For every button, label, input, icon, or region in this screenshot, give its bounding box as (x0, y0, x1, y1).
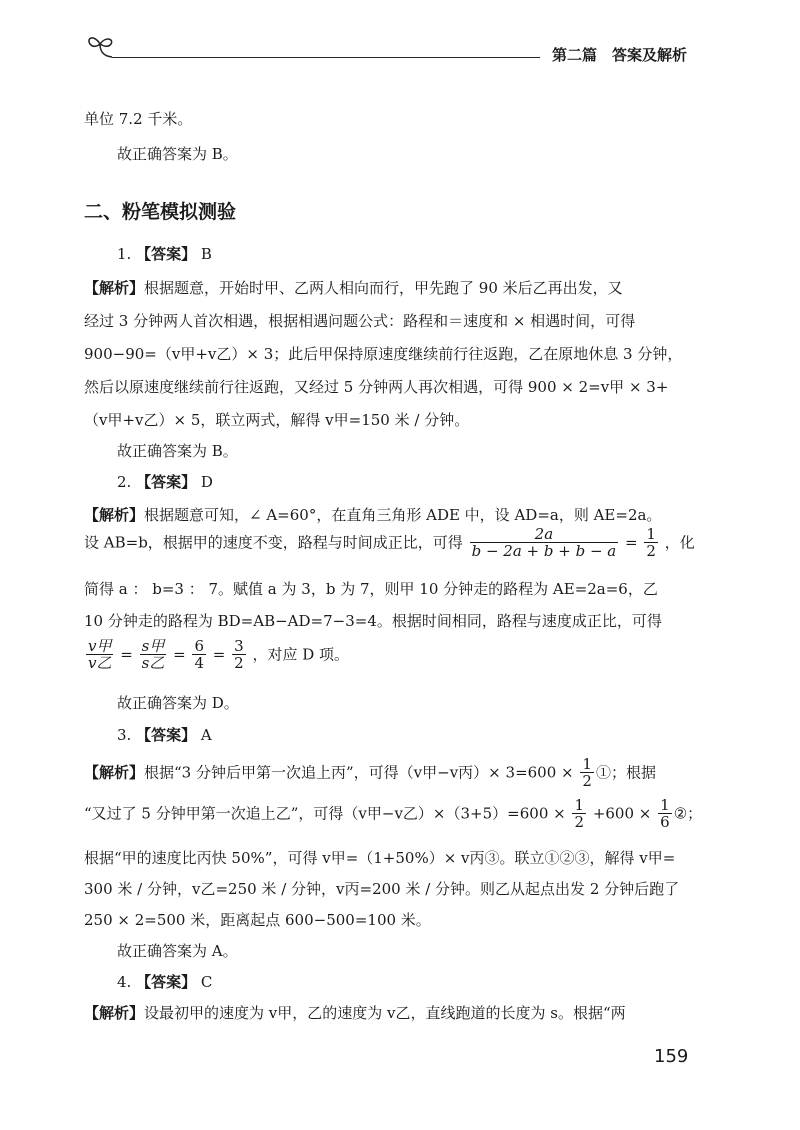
fraction: $\frac{6}{4}$ (194, 637, 205, 672)
text-line: 故正确答案为 B。 (117, 442, 238, 460)
analysis-line: 【解析】根据题意，开始时甲、乙两人相向而行，甲先跑了 90 米后乙再出发，又 (84, 279, 623, 297)
fraction-line: v甲 v乙 = s甲 s乙 = $\frac{6}{4}$ = $\frac{3}{2}$ ，对应 D 项。 (88, 637, 350, 672)
text-line: 简得 a ： b=3 ： 7。赋值 a 为 3，b 为 7，则甲 10 分钟走的路程为 AE=2a=6，乙 (84, 580, 658, 598)
fraction: s甲 s乙 (141, 637, 165, 672)
fraction: $\frac{2a}{b - 2a + b + b - a}$ (471, 525, 617, 560)
text-line: 然后以原速度继续前行往返跑，又经过 5 分钟两人再次相遇，可得 900 × 2=v甲 × 3+ (84, 378, 669, 396)
answer-line-1: 1. 【答案】 B (117, 245, 212, 263)
fraction: $\frac{1}{2}$ (582, 755, 592, 790)
fraction: $\frac{3}{2}$ (234, 637, 244, 672)
header-section-title: 第二篇 答案及解析 (552, 46, 688, 64)
analysis-line: 【解析】设最初甲的速度为 v甲，乙的速度为 v乙，直线跑道的长度为 s。根据“两 (84, 1004, 626, 1022)
fraction-line: 设 AB=b，根据甲的速度不变，路程与时间成正比，可得 $\frac{2a}{b - 2a + b + b - a}$ = $\frac{1}{2}$ ，化 (84, 525, 695, 560)
answer-line-2: 2. 【答案】 D (117, 473, 213, 491)
text-line: 250 × 2=500 米，距离起点 600−500=100 米。 (84, 911, 431, 929)
analysis-line: 【解析】根据“3 分钟后甲第一次追上丙”，可得（v甲−v丙）× 3=600 × $\frac{1}{2}$ ①；根据 (84, 755, 656, 790)
answer-line-4: 4. 【答案】 C (117, 973, 213, 991)
fraction-line: “又过了 5 分钟甲第一次追上乙”，可得（v甲−v乙）×（3+5）=600 × $\frac{1}{2}$ +600 × $\frac{1}{6}$ ②； (84, 796, 703, 831)
answer-line-3: 3. 【答案】 A (117, 726, 212, 744)
text-line: 故正确答案为 A。 (117, 942, 238, 960)
fraction: $\frac{1}{6}$ (660, 796, 670, 831)
text-line: 900−90=（v甲+v乙）× 3；此后甲保持原速度继续前行往返跑，乙在原地休息 3 分钟， (84, 345, 683, 363)
page-number: 159 (654, 1046, 689, 1067)
text-line: 300 米 / 分钟，v乙=250 米 / 分钟，v丙=200 米 / 分钟。则乙从起点出发 2 分钟后跑了 (84, 880, 680, 898)
text-line: 根据“甲的速度比丙快 50%”，可得 v甲=（1+50%）× v丙③。联立①②③，解得 v甲= (84, 849, 676, 867)
fraction: $\frac{1}{2}$ (646, 525, 656, 560)
text-line: 故正确答案为 B。 (117, 145, 238, 163)
section-heading: 二、粉笔模拟测验 (84, 201, 237, 223)
fraction: v甲 v乙 (88, 637, 112, 672)
text-line: 故正确答案为 D。 (117, 694, 239, 712)
text-line: 经过 3 分钟两人首次相遇，根据相遇问题公式：路程和＝速度和 × 相遇时间，可得 (84, 312, 636, 330)
analysis-line: 【解析】根据题意可知，∠ A=60°，在直角三角形 ADE 中，设 AD=a，则 AE=2a。 (84, 506, 662, 524)
fraction: $\frac{1}{2}$ (574, 796, 585, 831)
text-line: 单位 7.2 千米。 (84, 110, 193, 128)
header-rule (112, 57, 540, 58)
text-line: 10 分钟走的路程为 BD=AB−AD=7−3=4。根据时间相同，路程与速度成正比，可得 (84, 612, 662, 630)
text-line: （v甲+v乙）× 5，联立两式，解得 v甲=150 米 / 分钟。 (84, 411, 470, 429)
